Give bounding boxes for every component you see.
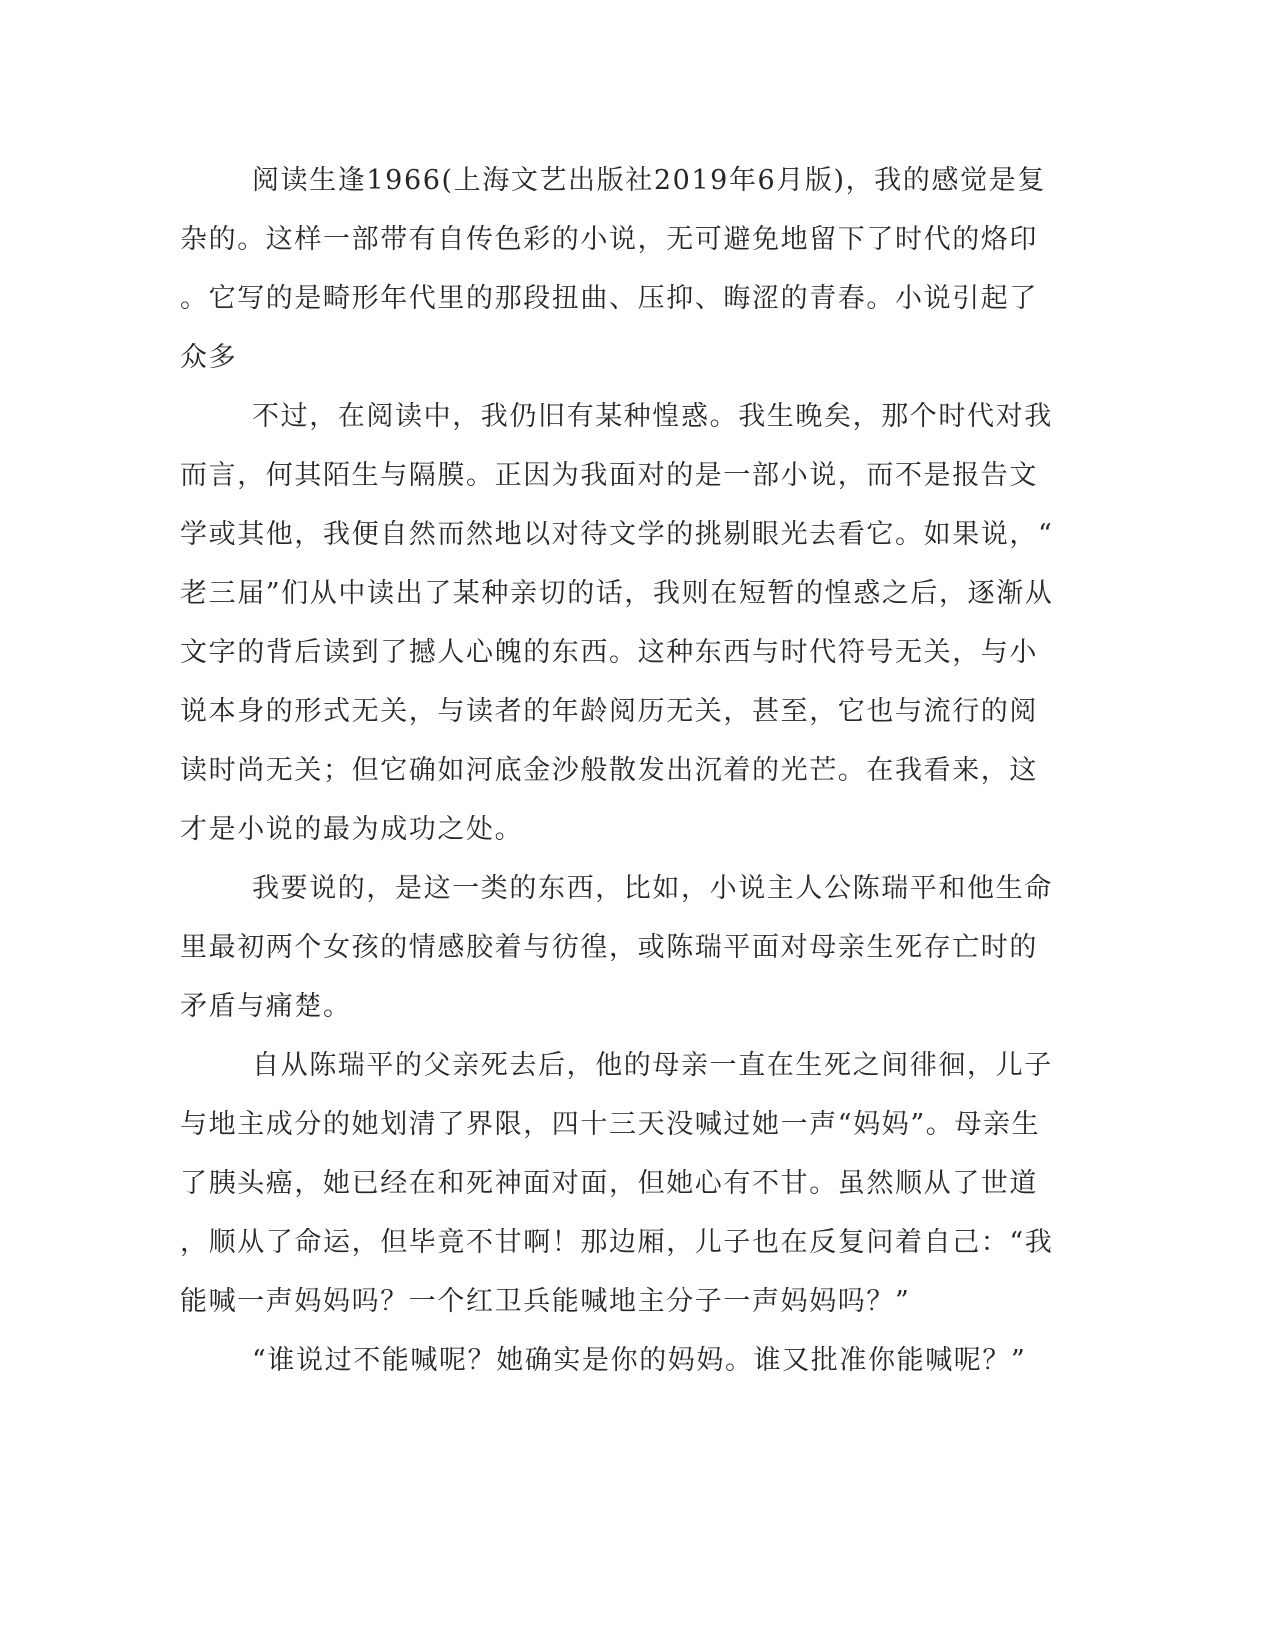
text-line: 而言，何其陌生与隔膜。正因为我面对的是一部小说，而不是报告文	[180, 460, 1038, 491]
text-line: “谁说过不能喊呢？她确实是你的妈妈。谁又批准你能喊呢？”	[252, 1345, 1027, 1376]
paragraph-3	[180, 866, 1053, 1043]
text-line: 读时尚无关；但它确如河底金沙般散发出沉着的光芒。在我看来，这	[180, 755, 1038, 786]
text-line: 说本身的形式无关，与读者的年龄阅历无关，甚至，它也与流行的阅	[180, 696, 1038, 727]
text-line: 矛盾与痛楚。	[180, 991, 352, 1022]
document-body	[180, 158, 1054, 1397]
text-line: 能喊一声妈妈吗？一个红卫兵能喊地主分子一声妈妈吗？”	[180, 1286, 911, 1317]
text-line: 众多	[180, 342, 238, 373]
text-line: 学或其他，我便自然而然地以对待文学的挑剔眼光去看它。如果说，“	[180, 519, 1054, 550]
paragraph-5	[180, 1338, 1050, 1397]
text-line: 不过，在阅读中，我仍旧有某种惶惑。我生晚矣，那个时代对我	[252, 401, 1053, 432]
text-line: 里最初两个女孩的情感胶着与彷徨，或陈瑞平面对母亲生死存亡时的	[180, 932, 1038, 963]
text-line: 才是小说的最为成功之处。	[180, 814, 524, 845]
paragraph-2	[180, 394, 1054, 866]
text-line: 文字的背后读到了撼人心魄的东西。这种东西与时代符号无关，与小	[180, 637, 1038, 668]
text-line: ，顺从了命运，但毕竟不甘啊！那边厢，儿子也在反复问着自己：“我	[180, 1227, 1054, 1258]
text-line: 了胰头癌，她已经在和死神面对面，但她心有不甘。虽然顺从了世道	[180, 1168, 1038, 1199]
text-line: 。它写的是畸形年代里的那段扭曲、压抑、晦涩的青春。小说引起了	[180, 283, 1038, 314]
text-line: 我要说的，是这一类的东西，比如，小说主人公陈瑞平和他生命	[252, 873, 1053, 904]
text-line: 与地主成分的她划清了界限，四十三天没喊过她一声“妈妈”。母亲生	[180, 1109, 1041, 1140]
paragraph-1	[180, 158, 1050, 394]
paragraph-4	[180, 1043, 1054, 1338]
text-line: 阅读生逢1966(上海文艺出版社2019年6月版)，我的感觉是复	[252, 165, 1046, 196]
text-line: 自从陈瑞平的父亲死去后，他的母亲一直在生死之间徘徊，儿子	[252, 1050, 1053, 1081]
text-line: 杂的。这样一部带有自传色彩的小说，无可避免地留下了时代的烙印	[180, 224, 1038, 255]
text-line: 老三届”们从中读出了某种亲切的话，我则在短暂的惶惑之后，逐渐从	[180, 578, 1054, 609]
